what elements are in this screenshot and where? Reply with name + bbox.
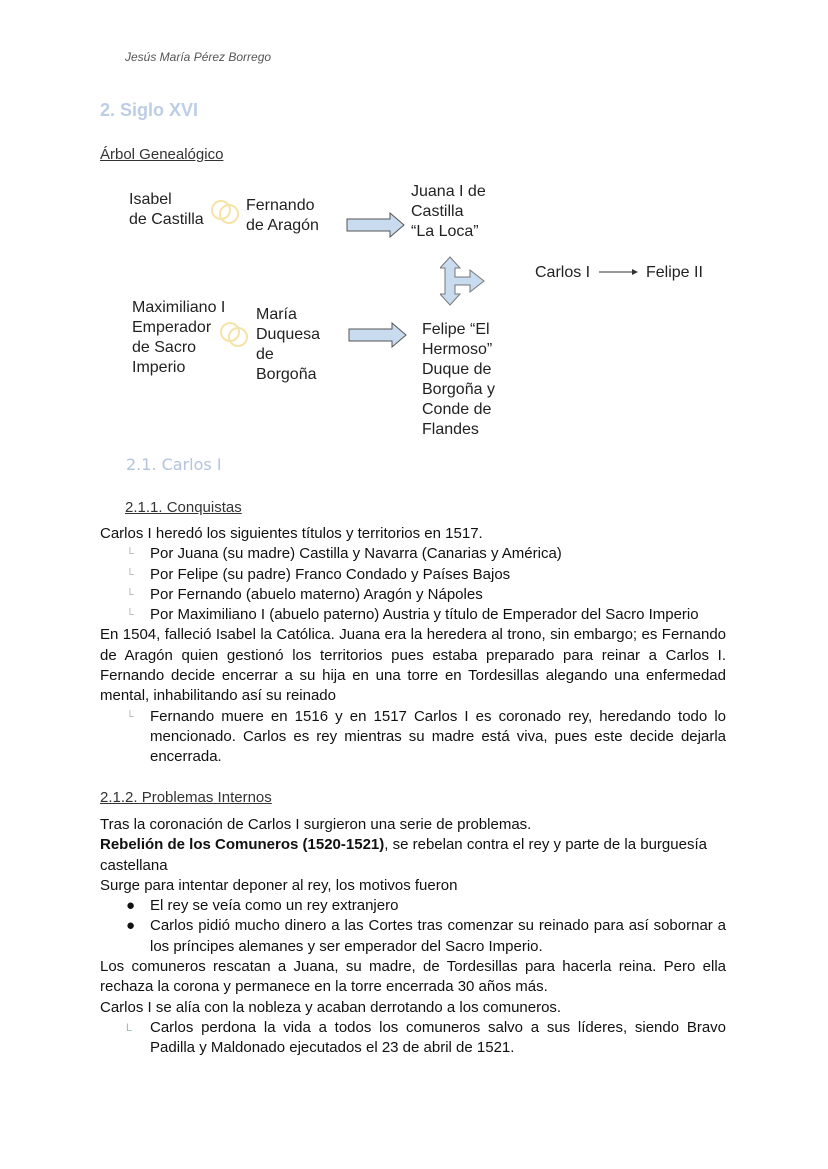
node-juana: Juana I de Castilla “La Loca” bbox=[411, 183, 486, 240]
conquistas-body bbox=[100, 524, 726, 768]
node-isabel: Isabel de Castilla bbox=[129, 191, 204, 228]
node-fernando: Fernando de Aragón bbox=[246, 197, 319, 234]
paragraph: Los comuneros rescatan a Juana, su madre, de Tordesillas para hacerla reina. Pero ella rechaza la corona y permanece en la torre encerrada 30 años más. bbox=[100, 958, 726, 996]
paragraph: Rebelión de los Comuneros (1520-1521), se rebelan contra el rey y parte de la burguesía castellana bbox=[100, 836, 707, 874]
list-item: └ Por Felipe (su padre) Franco Condado y Países Bajos bbox=[126, 565, 511, 583]
list-item: └ Por Fernando (abuelo materno) Aragón y Nápoles bbox=[126, 585, 483, 603]
tree-heading: Árbol Genealógico bbox=[100, 146, 224, 163]
list-item: L Carlos perdona la vida a todos los comuneros salvo a sus líderes, siendo Bravo Padilla y Maldonado ejecutados el 23 de abril de 1521. bbox=[126, 1018, 726, 1057]
paragraph: En 1504, falleció Isabel la Católica. Juana era la heredera al trono, sin embargo; es Fernando de Aragón quien gestionó los territorios pues estaba preparado para reinar a Carlos I. Fernando decide encerrar a su hija en una torre en Tordesillas alegando una enfermedad mental, inhabilitando así su reinado bbox=[100, 626, 726, 705]
list-item: ● El rey se veía como un rey extranjero bbox=[126, 897, 399, 915]
node-carlos: Carlos I bbox=[535, 264, 591, 281]
node-maria: María Duquesa de Borgoña bbox=[256, 306, 321, 383]
conquistas-heading: 2.1.1. Conquistas bbox=[125, 499, 242, 516]
arrow-right-icon bbox=[346, 212, 406, 238]
arrow-thin-icon bbox=[598, 266, 640, 278]
paragraph: Surge para intentar deponer al rey, los motivos fueron bbox=[100, 876, 458, 894]
arrow-right-icon bbox=[348, 322, 408, 348]
paragraph: Tras la coronación de Carlos I surgieron una serie de problemas. bbox=[100, 816, 532, 833]
list-item: └ Por Maximiliano I (abuelo paterno) Austria y título de Emperador del Sacro Imperio bbox=[126, 606, 699, 624]
subsection-title: 2.1. Carlos I bbox=[126, 455, 222, 474]
marriage-rings-icon bbox=[218, 320, 252, 350]
paragraph: Carlos I heredó los siguientes títulos y territorios en 1517. bbox=[100, 525, 483, 542]
section-title: 2. Siglo XVI bbox=[100, 100, 199, 120]
list-item: └ Por Juana (su madre) Castilla y Navarra (Canarias y América) bbox=[126, 545, 562, 563]
node-felipe: Felipe “El Hermoso” Duque de Borgoña y Conde de Flandes bbox=[422, 321, 495, 438]
node-maximiliano: Maximiliano I Emperador de Sacro Imperio bbox=[132, 299, 226, 376]
list-item: └ Fernando muere en 1516 y en 1517 Carlos I es coronado rey, heredando todo lo mencionado. Carlos es rey mientras su madre está viva, pues este decide dejarla encerrada. bbox=[126, 707, 726, 766]
list-item: ● Carlos pidió mucho dinero a las Cortes tras comenzar su reinado para así sobornar a los príncipes alemanes y ser emperador del Sacro Imperio. bbox=[126, 917, 726, 955]
problemas-body bbox=[100, 815, 726, 1059]
node-felipe-ii: Felipe II bbox=[646, 264, 703, 281]
paragraph: Carlos I se alía con la nobleza y acaban derrotando a los comuneros. bbox=[100, 998, 562, 1016]
author-header: Jesús María Pérez Borrego bbox=[125, 50, 272, 64]
marriage-rings-icon bbox=[208, 197, 244, 227]
branch-arrow-icon bbox=[440, 256, 486, 306]
problemas-heading: 2.1.2. Problemas Internos bbox=[100, 789, 272, 806]
